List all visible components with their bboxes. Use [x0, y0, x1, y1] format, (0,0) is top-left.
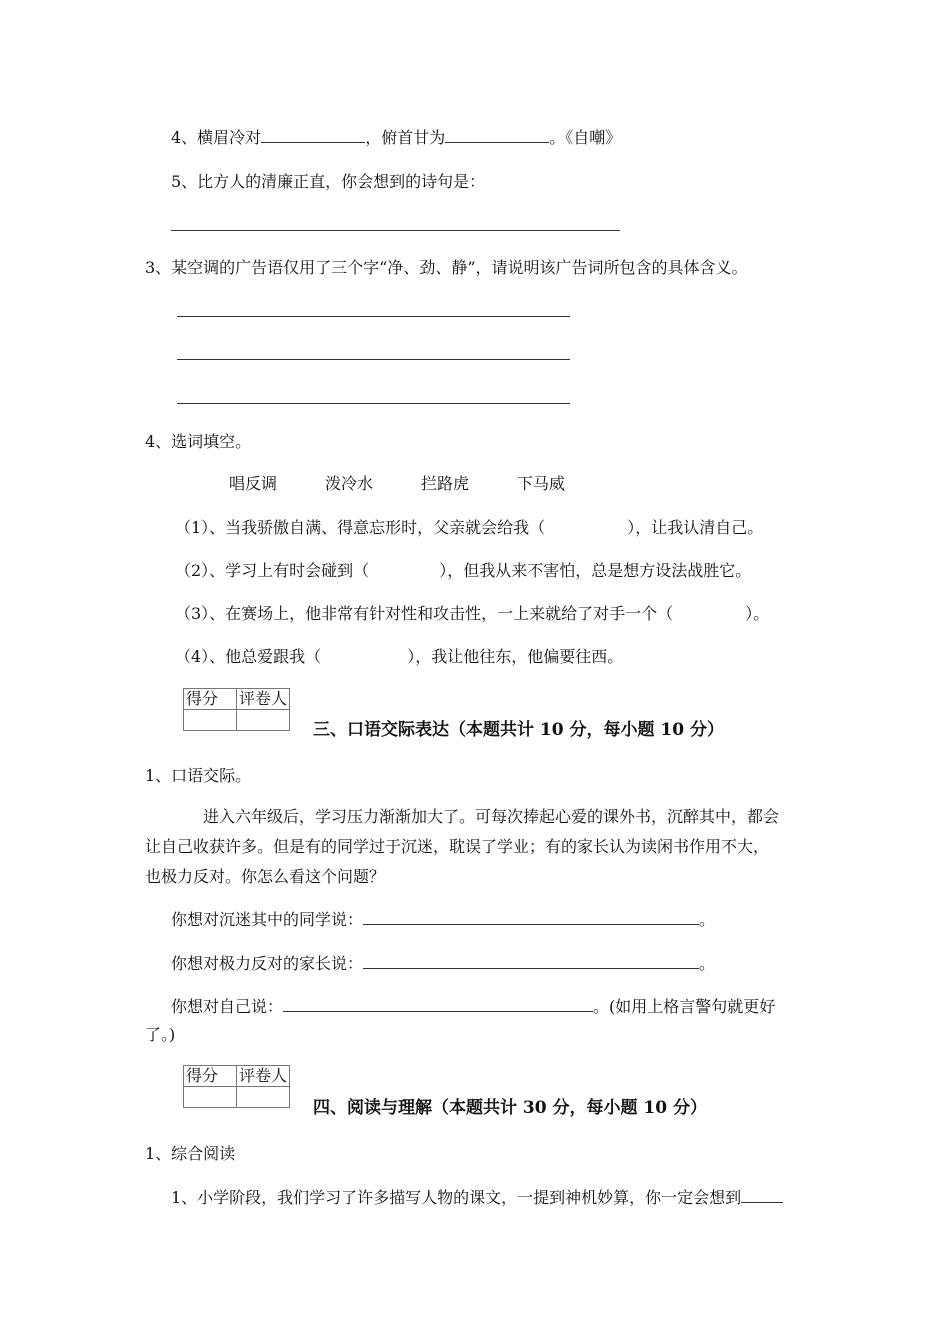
grader-header: 评卷人 — [237, 1066, 290, 1087]
word-choice: 唱反调 — [229, 474, 278, 493]
say-line — [171, 953, 715, 975]
q4-mid: ，俯首甘为 — [365, 128, 446, 147]
q3-answer-line-3[interactable] — [177, 403, 570, 404]
q4-title: 4、选词填空。 — [145, 432, 252, 451]
fill-item-text: ），我让他往东，他偏要往西。 — [407, 647, 624, 666]
s4-sub-question — [171, 1187, 783, 1209]
score-header: 得分 — [184, 689, 237, 710]
fill-item-text: （3）、在赛场上，他非常有针对性和攻击性，一上来就给了对手一个（ — [175, 604, 674, 623]
q4-line — [171, 127, 621, 149]
q3-question: 3、某空调的广告语仅用了三个字“净、劲、静”，请说明该广告词所包含的具体含义。 — [145, 258, 748, 277]
s4-question: 1、综合阅读 — [145, 1144, 236, 1163]
fill-item-text: （2）、学习上有时会碰到（ — [175, 561, 370, 580]
say-prompt: 你想对沉迷其中的同学说： — [171, 910, 364, 929]
say-line-continued: 了。) — [145, 1025, 176, 1044]
q4-suffix: 。《自嘲》 — [549, 128, 622, 147]
fill-item — [175, 646, 623, 668]
s4-answer-blank[interactable] — [741, 1188, 783, 1203]
q4-blank-2[interactable] — [445, 128, 549, 143]
say-answer-blank[interactable] — [283, 997, 593, 1012]
grader-cell[interactable] — [237, 1087, 290, 1108]
q3-answer-line-2[interactable] — [177, 359, 570, 360]
q5-line: 5、比方人的清廉正直，你会想到的诗句是： — [171, 172, 486, 191]
score-cell[interactable] — [184, 1087, 237, 1108]
say-prompt: 你想对自己说： — [171, 997, 284, 1016]
q5-answer-line[interactable] — [171, 230, 620, 231]
word-choice: 拦路虎 — [421, 474, 470, 493]
say-answer-blank[interactable] — [363, 910, 699, 925]
s3-paragraph-line: 让自己收获许多。但是有的同学过于沉迷，耽误了学业；有的家长认为读闲书作用不大， — [145, 837, 770, 856]
fill-item — [175, 560, 751, 582]
q4-blank-1[interactable] — [261, 128, 365, 143]
fill-item-text: ），让我认清自己。 — [627, 518, 764, 537]
section-4-title: 四、阅读与理解（本题共计 30 分，每小题 10 分） — [313, 1098, 707, 1118]
s3-paragraph-line: 也极力反对。你怎么看这个问题？ — [145, 867, 386, 886]
section-3-title: 三、口语交际表达（本题共计 10 分，每小题 10 分） — [313, 720, 724, 740]
fill-item-text: （1）、当我骄傲自满、得意忘形时，父亲就会给我（ — [175, 518, 546, 537]
word-choice: 下马威 — [517, 474, 566, 493]
s3-paragraph-line: 进入六年级后，学习压力渐渐加大了。可每次捧起心爱的课外书，沉醉其中，都会 — [203, 807, 780, 826]
score-header: 得分 — [184, 1066, 237, 1087]
score-table — [183, 688, 290, 731]
s4-sub-question-text: 1、小学阶段，我们学习了许多描写人物的课文，一提到神机妙算，你一定会想到 — [171, 1188, 742, 1207]
say-answer-blank[interactable] — [363, 954, 699, 969]
q3-answer-line-1[interactable] — [177, 316, 570, 317]
word-choice: 泼冷水 — [325, 474, 374, 493]
s3-question: 1、口语交际。 — [145, 766, 252, 785]
say-end: 。 — [699, 910, 716, 929]
say-end: 。 — [699, 954, 716, 973]
say-line — [171, 909, 715, 931]
grader-header: 评卷人 — [237, 689, 290, 710]
fill-item — [175, 603, 769, 625]
say-line — [171, 996, 775, 1018]
fill-item-text: ），但我从来不害怕，总是想方设法战胜它。 — [439, 561, 752, 580]
word-choices — [229, 473, 613, 495]
grader-cell[interactable] — [237, 710, 290, 731]
say-prompt: 你想对极力反对的家长说： — [171, 954, 364, 973]
fill-item — [175, 517, 763, 539]
fill-item-text: ）。 — [745, 604, 770, 623]
score-cell[interactable] — [184, 710, 237, 731]
q4-prefix: 4、横眉冷对 — [171, 128, 262, 147]
fill-item-text: （4）、他总爱跟我（ — [175, 647, 322, 666]
say-end: 。(如用上格言警句就更好 — [593, 997, 776, 1016]
score-table — [183, 1065, 290, 1108]
